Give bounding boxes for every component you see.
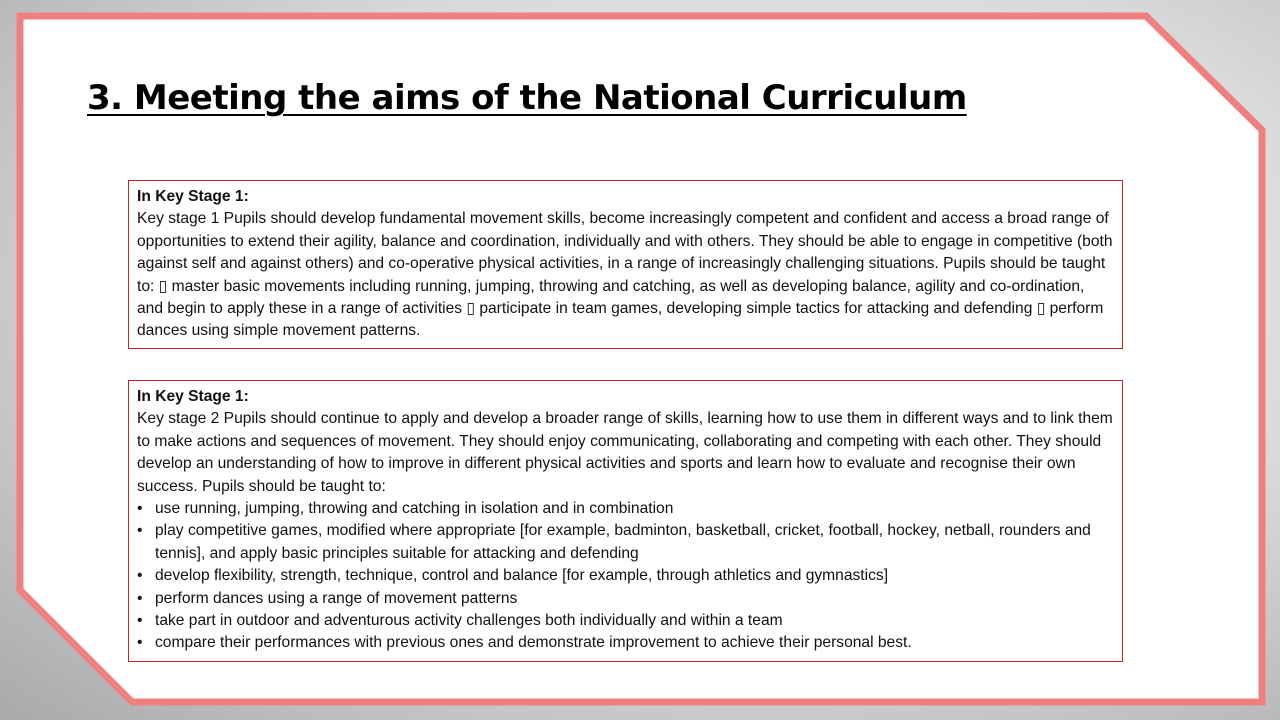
slide-title: 3. Meeting the aims of the National Curriculum (87, 78, 967, 118)
key-stage-1-heading: In Key Stage 1: (137, 188, 249, 205)
bullet-icon: • (137, 567, 143, 585)
list-item (137, 610, 1114, 632)
bullet-icon: • (137, 634, 143, 652)
list-item (137, 632, 1114, 654)
key-stage-1-text: Key stage 1 Pupils should develop fundamental movement skills, become increasingly competent and confident and access a broad range of opportunities to extend their agility, balance and coordination, individually and with others. They should be able to engage in competitive (both against self and against others) and co-operative physical activities, in a range of increasingly challenging situations. Pupils should be taught to: ▯ master basic movements including running, jumping, throwing and catching, as well as developing balance, agility and co-ordination, and begin to apply these in a range of activities ▯ participate in team games, developing simple tactics for attacking and defending ▯ perform dances using simple movement patterns. (137, 210, 1113, 340)
bullet-text: use running, jumping, throwing and catching in isolation and in combination (155, 500, 674, 518)
bullet-text: perform dances using a range of movement patterns (155, 589, 518, 607)
list-item (137, 588, 1114, 610)
list-item (137, 520, 1114, 565)
key-stage-1-box (128, 180, 1123, 349)
key-stage-2-heading: In Key Stage 1: (137, 388, 249, 405)
bullet-text: take part in outdoor and adventurous activity challenges both individually and within a team (155, 612, 783, 630)
bullet-text: play competitive games, modified where appropriate [for example, badminton, basketball, cricket, football, hockey, netball, rounders and tennis], and apply basic principles suitable for attacking and defending (155, 522, 1091, 562)
bullet-icon: • (137, 522, 143, 540)
bullet-text: develop flexibility, strength, technique, control and balance [for example, through athletics and gymnastics] (155, 567, 889, 585)
key-stage-2-text: Key stage 2 Pupils should continue to apply and develop a broader range of skills, learning how to use them in different ways and to link them to make actions and sequences of movement. They should enjoy communicating, collaborating and competing with each other. They should develop an understanding of how to improve in different physical activities and sports and learn how to evaluate and recognise their own success. Pupils should be taught to: (137, 410, 1113, 495)
list-item (137, 498, 1114, 520)
list-item (137, 565, 1114, 587)
bullet-icon: • (137, 500, 143, 518)
bullet-text: compare their performances with previous ones and demonstrate improvement to achieve their personal best. (155, 634, 912, 652)
bullet-icon: • (137, 612, 143, 630)
key-stage-2-box (128, 380, 1123, 662)
bullet-icon: • (137, 589, 143, 607)
key-stage-2-bullet-list (137, 498, 1114, 655)
